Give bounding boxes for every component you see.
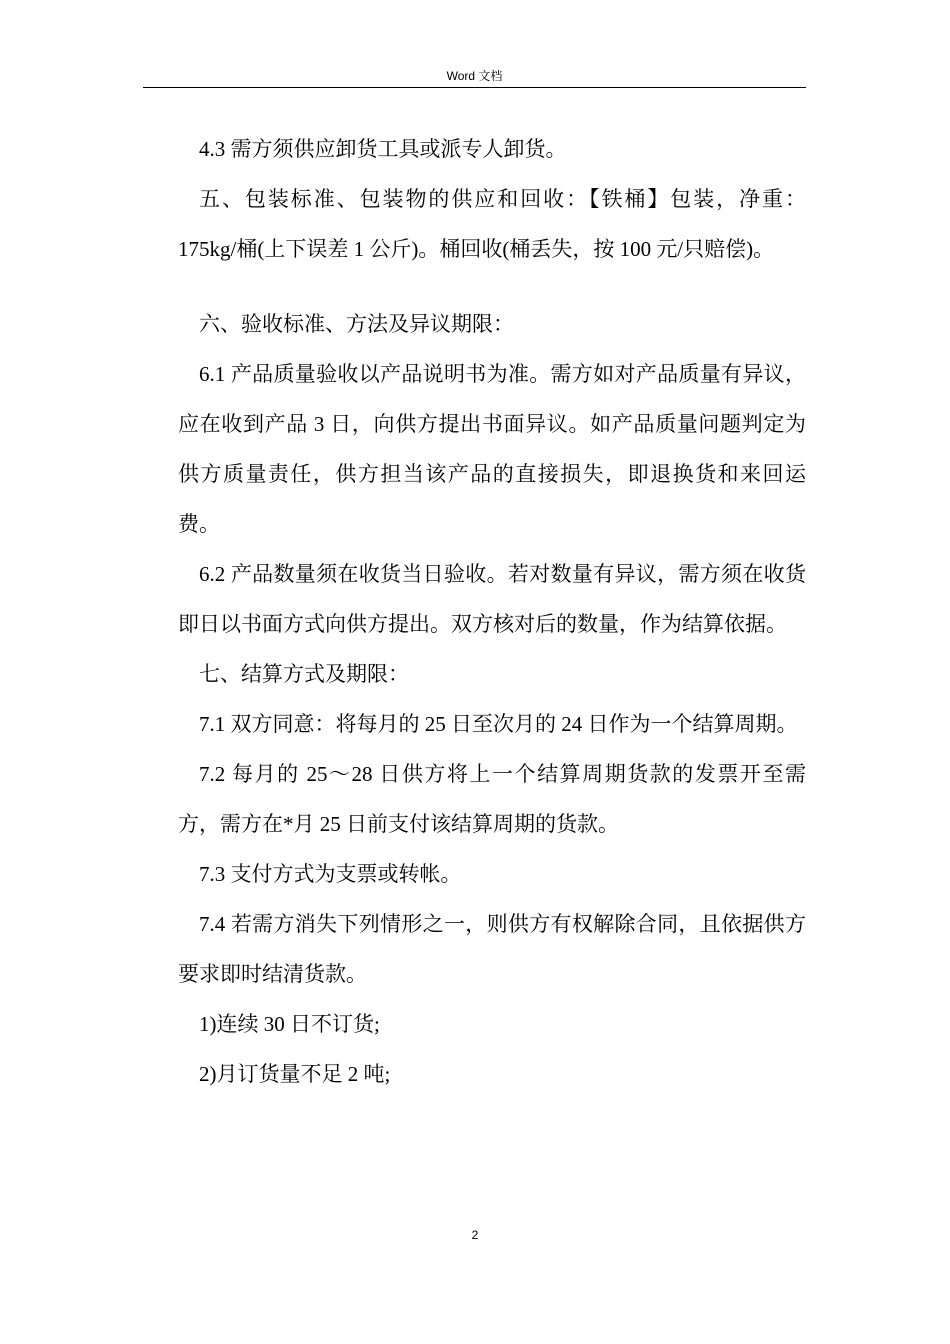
- paragraph-7-1: 7.1 双方同意：将每月的 25 日至次月的 24 日作为一个结算周期。: [199, 712, 798, 736]
- paragraph-6-1: 6.1 产品质量验收以产品说明书为准。需方如对产品质量有异议，应在收到产品 3 日，向供方提出书面异议。如产品质量问题判定为供方质量责任，供方担当该产品的直接损失，即退换货和来回运费。: [178, 362, 806, 536]
- page-number: 2: [471, 1228, 479, 1242]
- paragraph-section-5: 五、包装标准、包装物的供应和回收：【铁桶】包装，净重：175kg/桶(上下误差 1 公斤)。桶回收(桶丢失，按 100 元/只赔偿)。: [178, 187, 806, 261]
- document-body: [178, 124, 806, 1099]
- paragraph-6-2: 6.2 产品数量须在收货当日验收。若对数量有异议，需方须在收货即日以书面方式向供方提出。双方核对后的数量，作为结算依据。: [178, 562, 806, 636]
- paragraph-section-6-heading: 六、验收标准、方法及异议期限：: [199, 312, 514, 336]
- header-divider: [143, 87, 806, 88]
- paragraph-4-3: 4.3 需方须供应卸货工具或派专人卸货。: [199, 137, 567, 161]
- paragraph-section-7-heading: 七、结算方式及期限：: [199, 662, 409, 686]
- paragraph-7-3: 7.3 支付方式为支票或转帐。: [199, 862, 462, 886]
- page-header: Word 文档: [446, 69, 503, 83]
- paragraph-7-4: 7.4 若需方消失下列情形之一，则供方有权解除合同，且依据供方要求即时结清货款。: [178, 912, 806, 986]
- paragraph-7-2: 7.2 每月的 25～28 日供方将上一个结算周期货款的发票开至需方，需方在*月 25 日前支付该结算周期的货款。: [178, 762, 806, 836]
- list-item-2: 2)月订货量不足 2 吨;: [199, 1062, 391, 1086]
- list-item-1: 1)连续 30 日不订货;: [199, 1012, 380, 1036]
